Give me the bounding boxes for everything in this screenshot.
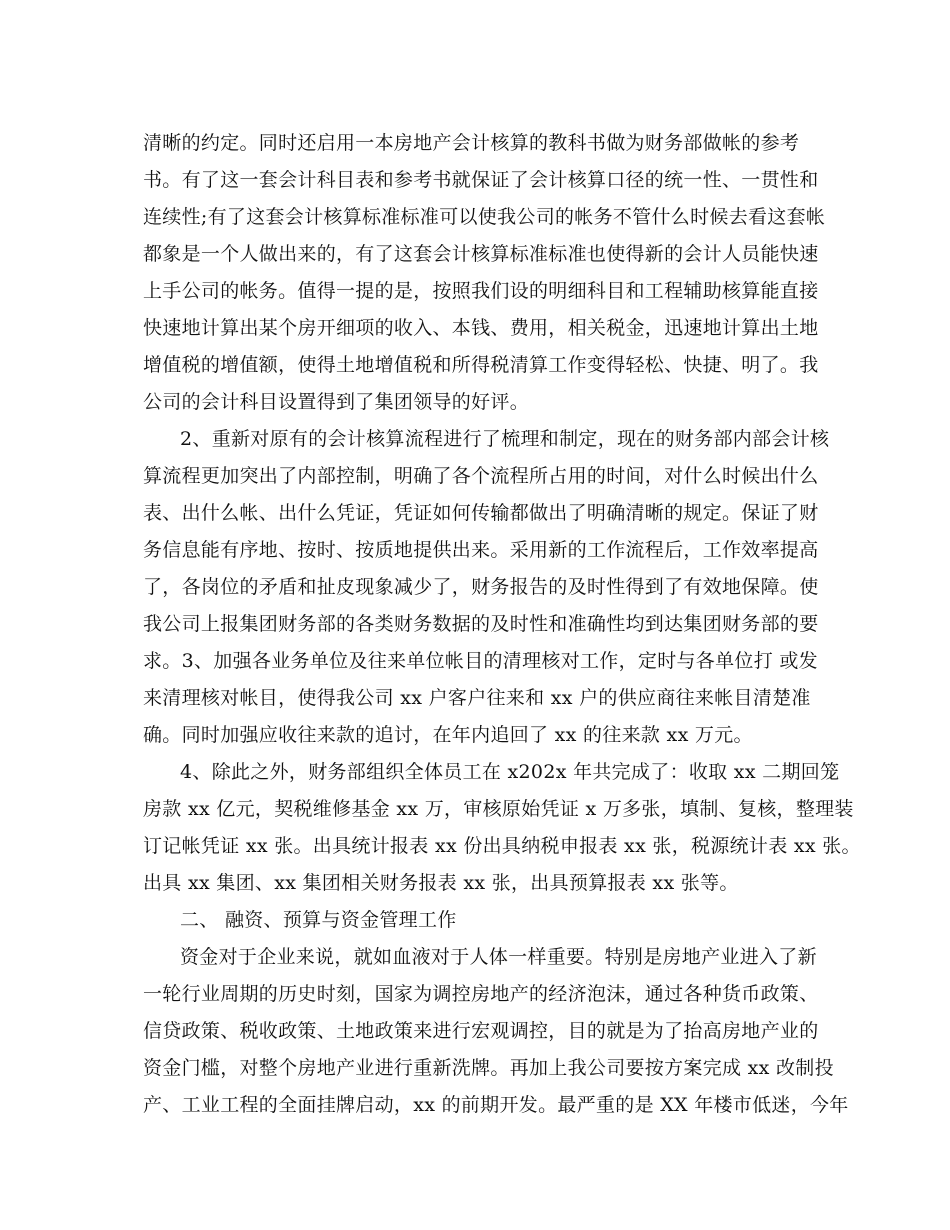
text-line: 订记帐凭证 xx 张。出具统计报表 xx 份出具纳税申报表 xx 张，税源统计表 xx 张。	[143, 835, 861, 857]
text-line: 公司的会计科目设置得到了集团领导的好评。	[143, 391, 530, 413]
text-line: 表、出什么帐、出什么凭证，凭证如何传输都做出了明确清晰的规定。保证了财	[143, 502, 819, 524]
text-line: 了，各岗位的矛盾和扯皮现象减少了，财务报告的及时性得到了有效地保障。使	[143, 576, 819, 598]
text-line: 务信息能有序地、按时、按质地提供出来。采用新的工作流程后，工作效率提高	[143, 539, 819, 561]
text-line: 上手公司的帐务。值得一提的是，按照我们设的明细科目和工程辅助核算能直接	[143, 280, 819, 302]
text-line: 求。3、加强各业务单位及往来单位帐目的清理核对工作，定时与各单位打 或发	[143, 650, 818, 672]
text-line: 房款 xx 亿元，契税维修基金 xx 万，审核原始凭证 x 万多张，填制、复核，整理装	[143, 798, 854, 820]
text-line: 书。有了这一套会计科目表和参考书就保证了会计核算口径的统一性、一贯性和	[143, 169, 819, 191]
text-line: 确。同时加强应收往来款的追讨，在年内追回了 xx 的往来款 xx 万元。	[143, 724, 753, 746]
text-line: 出具 xx 集团、xx 集团相关财务报表 xx 张，出具预算报表 xx 张等。	[143, 872, 739, 894]
paragraph-start-line: 资金对于企业来说，就如血液对于人体一样重要。特别是房地产业进入了新	[180, 946, 817, 968]
section-heading: 二、 融资、预算与资金管理工作	[180, 909, 457, 931]
text-line: 快速地计算出某个房开细项的收入、本钱、费用，相关税金，迅速地计算出土地	[143, 317, 819, 339]
text-line: 我公司上报集团财务部的各类财务数据的及时性和准确性均到达集团财务部的要	[143, 613, 819, 635]
text-line: 连续性;有了这套会计核算标准标准可以使我公司的帐务不管什么时候去看这套帐	[143, 206, 826, 228]
text-line: 产、工业工程的全面挂牌启动，xx 的前期开发。最严重的是 XX 年楼市低迷，今年	[143, 1094, 849, 1116]
paragraph-start-line: 2、重新对原有的会计核算流程进行了梳理和制定，现在的财务部内部会计核	[180, 428, 830, 450]
text-line: 来清理核对帐目，使得我公司 xx 户客户往来和 xx 户的供应商往来帐目清楚准	[143, 687, 811, 709]
text-line: 信贷政策、税收政策、土地政策来进行宏观调控，目的就是为了抬高房地产业的	[143, 1020, 819, 1042]
text-line: 清晰的约定。同时还启用一本房地产会计核算的教科书做为财务部做帐的参考	[143, 132, 800, 154]
paragraph-start-line: 4、除此之外，财务部组织全体员工在 x202x 年共完成了：收取 xx 二期回笼	[180, 761, 840, 783]
text-line: 一轮行业周期的历史时刻，国家为调控房地产的经济泡沫，通过各种货币政策、	[143, 983, 819, 1005]
text-line: 资金门槛，对整个房地产业进行重新洗牌。再加上我公司要按方案完成 xx 改制投	[143, 1057, 834, 1079]
text-line: 增值税的增值额，使得土地增值税和所得税清算工作变得轻松、快捷、明了。我	[143, 354, 819, 376]
text-line: 都象是一个人做出来的，有了这套会计核算标准标准也使得新的会计人员能快速	[143, 243, 819, 265]
text-line: 算流程更加突出了内部控制，明确了各个流程所占用的时间，对什么时候出什么	[143, 465, 819, 487]
